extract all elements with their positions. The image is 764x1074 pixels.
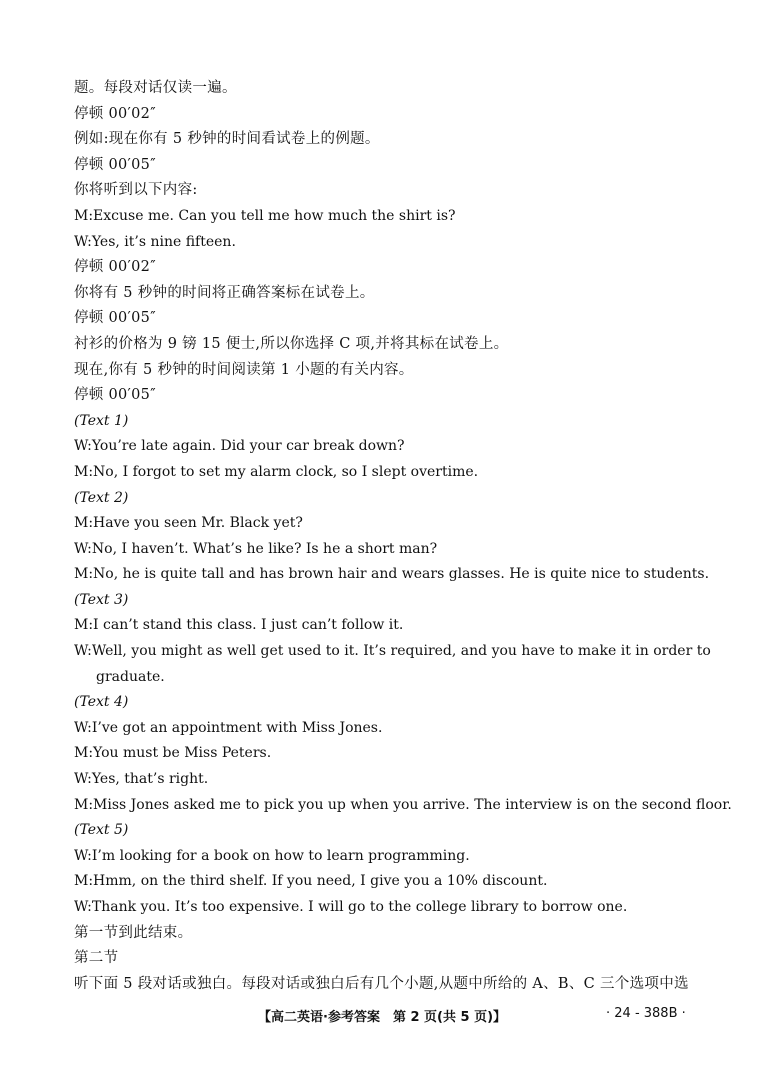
dialogue-line: M:Hmm, on the third shelf. If you need, I give you a 10% discount. — [74, 873, 548, 890]
dialogue-line-continuation: graduate. — [96, 668, 165, 685]
text-line: 听下面 5 段对话或独白。每段对话或独白后有几个小题,从题中所给的 A、B、C 三个选项中选 — [74, 975, 689, 992]
text-line: 停顿 00′02″ — [74, 259, 156, 276]
text-line: 例如:现在你有 5 秒钟的时间看试卷上的例题。 — [74, 131, 380, 148]
text-line: 题。每段对话仅读一遍。 — [74, 80, 237, 96]
dialogue-line: W:Yes, that’s right. — [74, 771, 209, 788]
section-heading: 第二节 — [74, 950, 119, 967]
text-label: (Text 3) — [74, 591, 129, 608]
footer-code: · 24 - 388B · — [606, 1006, 686, 1021]
text-line: 现在,你有 5 秒钟的时间阅读第 1 小题的有关内容。 — [74, 361, 414, 378]
dialogue-line: W:Thank you. It’s too expensive. I will go to the college library to borrow one. — [74, 899, 628, 915]
text-label: (Text 2) — [74, 489, 129, 506]
dialogue-line: W:I’ve got an appointment with Miss Jones. — [74, 719, 383, 736]
text-line: 第一节到此结束。 — [74, 924, 193, 941]
dialogue-line: W:Well, you might as well get used to it. It’s required, and you have to make it in order to — [74, 643, 711, 660]
dialogue-line: W:I’m looking for a book on how to learn programming. — [74, 847, 470, 864]
text-line: 停顿 00′05″ — [74, 387, 156, 404]
dialogue-line: M:Have you seen Mr. Black yet? — [74, 515, 303, 532]
text-body — [74, 76, 732, 997]
footer-title: 【高二英语·参考答案 第 2 页(共 5 页)】 — [258, 1010, 507, 1025]
text-line: 停顿 00′02″ — [74, 105, 156, 122]
text-line: 停顿 00′05″ — [74, 156, 156, 173]
text-label: (Text 4) — [74, 694, 129, 711]
text-line: 你将有 5 秒钟的时间将正确答案标在试卷上。 — [74, 284, 375, 301]
text-label: (Text 5) — [74, 822, 129, 839]
dialogue-line: M:Excuse me. Can you tell me how much the shirt is? — [74, 207, 456, 224]
dialogue-line: M:I can’t stand this class. I just can’t follow it. — [74, 617, 404, 634]
dialogue-line: M:You must be Miss Peters. — [74, 745, 272, 762]
dialogue-line: W:You’re late again. Did your car break down? — [74, 438, 405, 455]
dialogue-line: M:No, he is quite tall and has brown hair and wears glasses. He is quite nice to students. — [74, 566, 710, 583]
text-line: 停顿 00′05″ — [74, 310, 156, 327]
text-line: 你将听到以下内容: — [74, 182, 198, 199]
text-label: (Text 1) — [74, 412, 129, 429]
dialogue-line: W:No, I haven’t. What’s he like? Is he a short man? — [74, 540, 438, 557]
dialogue-line: M:No, I forgot to set my alarm clock, so I slept overtime. — [74, 463, 479, 480]
text-line: 衬衫的价格为 9 镑 15 便士,所以你选择 C 项,并将其标在试卷上。 — [74, 335, 509, 352]
dialogue-line: W:Yes, it’s nine fifteen. — [74, 233, 236, 250]
dialogue-line: M:Miss Jones asked me to pick you up when you arrive. The interview is on the second floor. — [74, 796, 732, 813]
